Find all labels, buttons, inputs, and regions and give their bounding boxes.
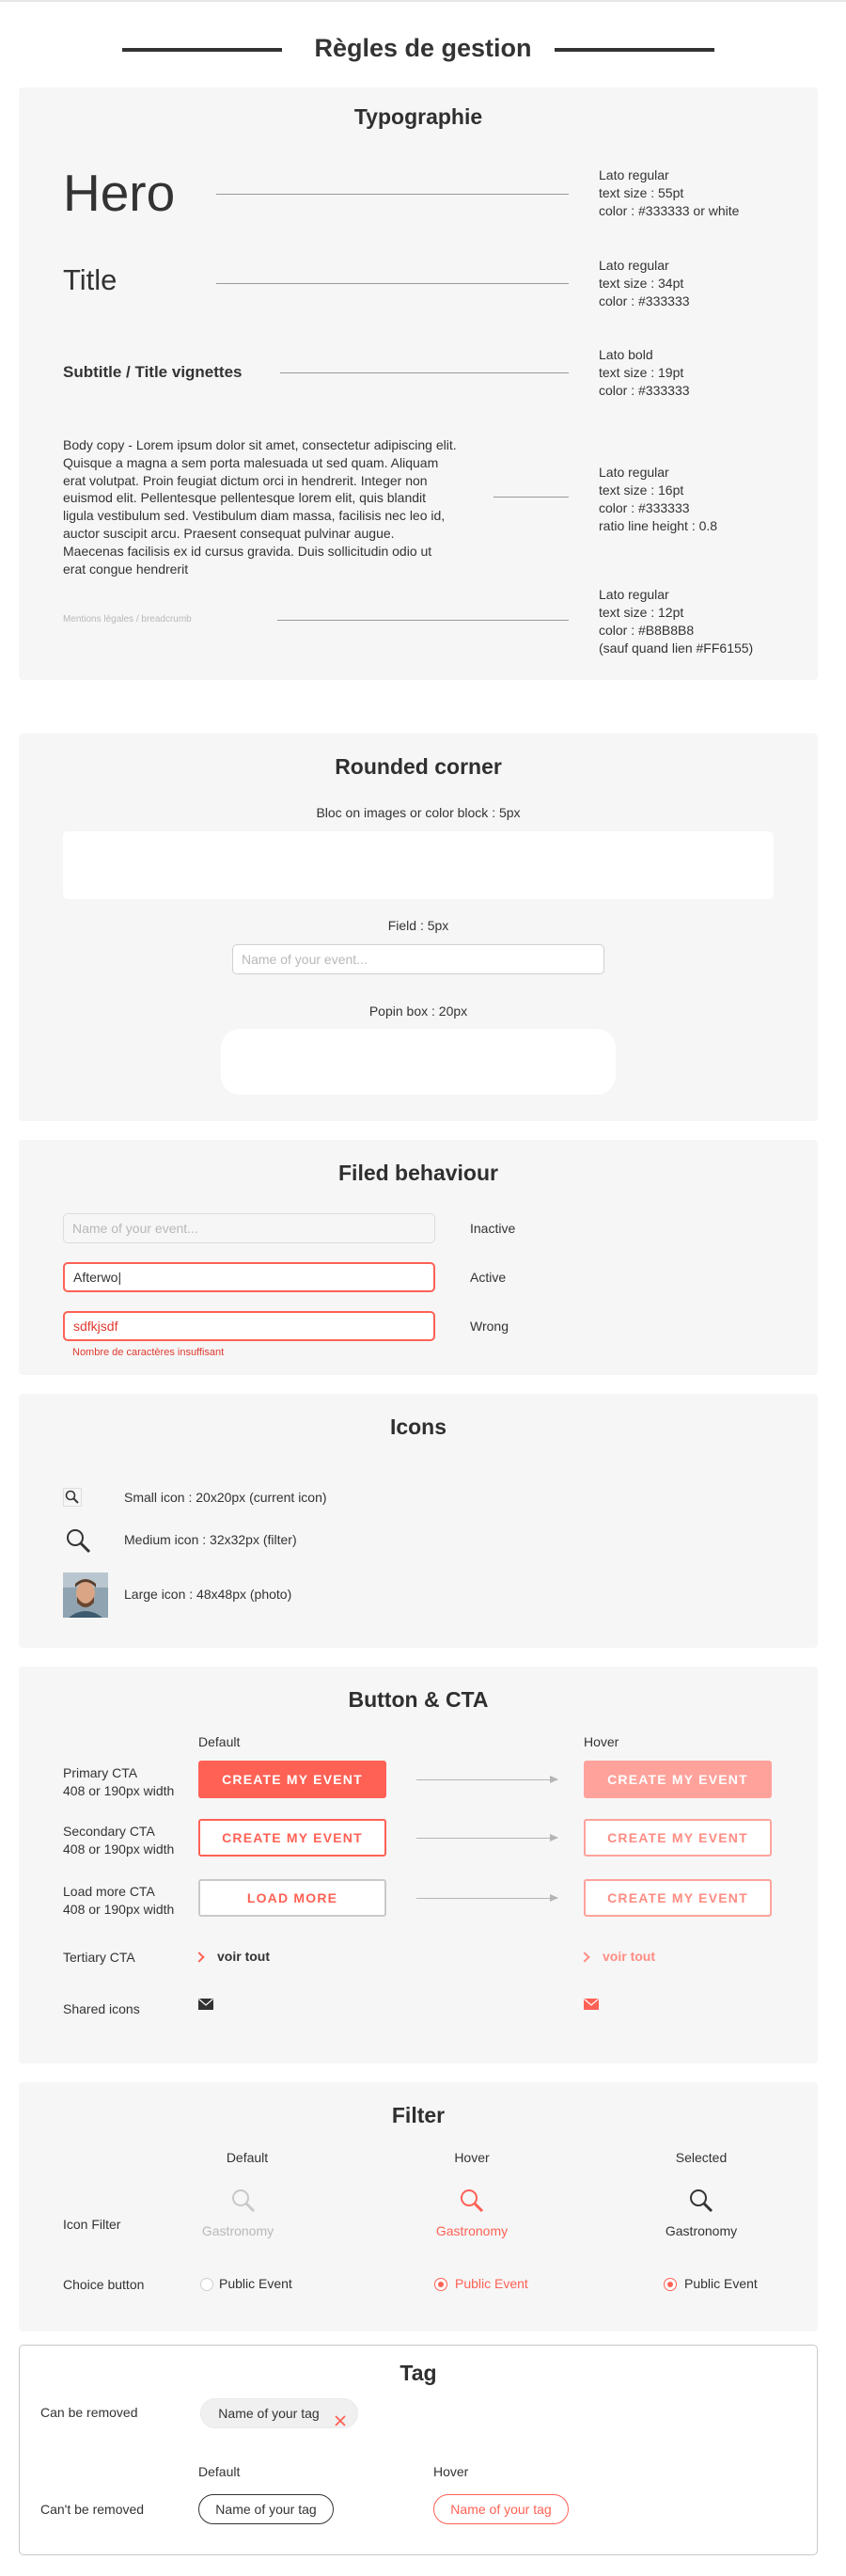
body-line [494,497,569,498]
filter-hover-heading: Hover [454,2150,490,2165]
color-block-sample [63,831,774,899]
radio-selected[interactable] [664,2278,677,2291]
title-bar-left [122,48,282,52]
radio-hover[interactable] [434,2278,447,2291]
mentions-sample: Mentions légales / breadcrumb [63,614,192,624]
rounded-title: Rounded corner [335,754,502,779]
title-line [216,283,569,284]
primary-arrow [416,1779,557,1780]
icons-title: Icons [389,1414,447,1439]
inactive-field[interactable]: Name of your event... [63,1213,435,1243]
filter-hover-category[interactable]: Gastronomy [435,2223,509,2238]
mail-icon[interactable] [198,1998,213,2009]
hero-sample: Hero [63,164,176,222]
icons-card [19,1394,818,1648]
tag-default-heading: Default [198,2464,241,2479]
error-message: Nombre de caractères insuffisant [72,1347,225,1358]
page-title: Règles de gestion [314,34,532,62]
filed-behaviour-card [19,1140,818,1375]
radio-selected-text: Public Event [684,2276,758,2291]
filter-selected-category[interactable]: Gastronomy [665,2223,738,2238]
filter-title: Filter [391,2103,446,2127]
filter-card [19,2082,818,2331]
tertiary-link[interactable]: voir tout [217,1949,270,1964]
fixed-tag-hover[interactable]: Name of your tag [433,2494,569,2524]
search-icon-medium [63,1525,93,1556]
tag-title: Tag [400,2361,437,2385]
search-icon-filter-hover[interactable] [457,2186,487,2216]
removable-label: Can be removed [40,2405,138,2420]
tag-hover-heading: Hover [433,2464,469,2479]
wrong-label: Wrong [470,1319,509,1334]
subtitle-spec: Lato bold text size : 19pt color : #333333 [599,347,690,398]
filter-default-category[interactable]: Gastronomy [201,2223,274,2238]
secondary-cta-label: Secondary CTA 408 or 190px width [63,1824,175,1857]
search-icon-filter-default[interactable] [228,2186,258,2216]
popin-box-sample [221,1029,616,1095]
typography-title: Typographie [353,104,483,129]
medium-icon-label: Medium icon : 32x32px (filter) [124,1532,297,1547]
title-bar-right [555,48,714,52]
icon-filter-label: Icon Filter [63,2217,121,2232]
tertiary-cta-label: Tertiary CTA [63,1950,135,1965]
primary-cta-button-hover[interactable]: CREATE MY EVENT [584,1761,772,1798]
fixed-tag-default[interactable]: Name of your tag [198,2494,334,2524]
radio-default-text: Public Event [219,2276,292,2291]
tertiary-link-hover[interactable]: voir tout [603,1949,655,1964]
primary-cta-label: Primary CTA 408 or 190px width [63,1765,175,1798]
buttons-title: Button & CTA [348,1687,489,1712]
mail-icon-hover[interactable] [584,1998,599,2009]
secondary-cta-button[interactable]: CREATE MY EVENT [198,1819,386,1857]
radio-default[interactable] [200,2278,213,2291]
top-divider [0,0,846,2]
radio-hover-text: Public Event [455,2276,528,2291]
rounded-corner-card [19,734,818,1121]
secondary-cta-button-hover[interactable]: CREATE MY EVENT [584,1819,772,1857]
load-more-label: Load more CTA 408 or 190px width [63,1884,175,1917]
active-label: Active [470,1270,507,1285]
avatar-photo-icon [63,1572,108,1618]
secondary-arrow [416,1838,557,1839]
subtitle-line [280,372,569,373]
small-icon-label: Small icon : 20x20px (current icon) [124,1490,327,1505]
active-field[interactable]: Afterwo| [63,1262,435,1292]
primary-cta-button[interactable]: CREATE MY EVENT [198,1761,386,1798]
choice-button-label: Choice button [63,2277,145,2292]
close-icon[interactable] [335,2408,346,2419]
fixed-tag-label: Can't be removed [40,2502,145,2517]
wrong-field[interactable]: sdfkjsdf [63,1311,435,1341]
filed-title: Filed behaviour [338,1161,498,1185]
buttons-hover-heading: Hover [584,1734,619,1749]
chevron-right-icon-hover [579,1952,589,1962]
removable-tag-text: Name of your tag [218,2406,320,2421]
inactive-label: Inactive [470,1221,516,1236]
mentions-line [277,620,569,621]
load-more-arrow [416,1898,557,1899]
typography-card [19,87,818,680]
shared-icons-label: Shared icons [63,2001,140,2016]
large-icon-label: Large icon : 48x48px (photo) [124,1587,292,1602]
buttons-default-heading: Default [198,1734,241,1749]
load-more-button-hover[interactable]: CREATE MY EVENT [584,1879,772,1917]
subtitle-sample: Subtitle / Title vignettes [63,363,243,381]
mentions-spec: Lato regular text size : 12pt color : #B8B8B8 (sauf quand lien #FF6155) [599,587,754,656]
filter-default-heading: Default [226,2150,269,2165]
hero-line [216,194,569,195]
body-sample: Body copy - Lorem ipsum dolor sit amet, consectetur adipiscing elit. Quisque a magna a sem porta malesuada ut sed quam. Aliquam erat volutpat. Proin feugiat dictum orci in hendrerit. Integer non euismod elit. Pellentesque pellentesque lorem elit, quis blandit ligula vestibulum sed. Vestibulum diam massa, facilisis nec leo id, auctor suscipit arcu. Praesent consequat pulvinar augue. Maecenas facilisis ex id cursus gravida. Duis sollicitudin odio ut erat congue hendrerit [63,437,457,577]
title-sample: Title [63,263,118,296]
search-icon-filter-selected[interactable] [686,2186,716,2216]
field-sample[interactable]: Name of your event... [232,944,604,974]
field-caption: Field : 5px [387,918,449,933]
search-icon-small [63,1488,82,1507]
block-caption: Bloc on images or color block : 5px [316,805,521,820]
load-more-button[interactable]: LOAD MORE [198,1879,386,1917]
body-spec: Lato regular text size : 16pt color : #333333 ratio line height : 0.8 [599,465,718,533]
page-header [0,26,846,70]
tag-card [19,2345,818,2555]
removable-tag[interactable] [200,2398,358,2428]
hero-spec: Lato regular text size : 55pt color : #333333 or white [599,167,740,218]
button-cta-card [19,1667,818,2063]
chevron-right-icon [194,1952,204,1962]
popin-caption: Popin box : 20px [368,1004,468,1019]
filter-selected-heading: Selected [675,2150,728,2165]
title-spec: Lato regular text size : 34pt color : #333333 [599,258,690,308]
